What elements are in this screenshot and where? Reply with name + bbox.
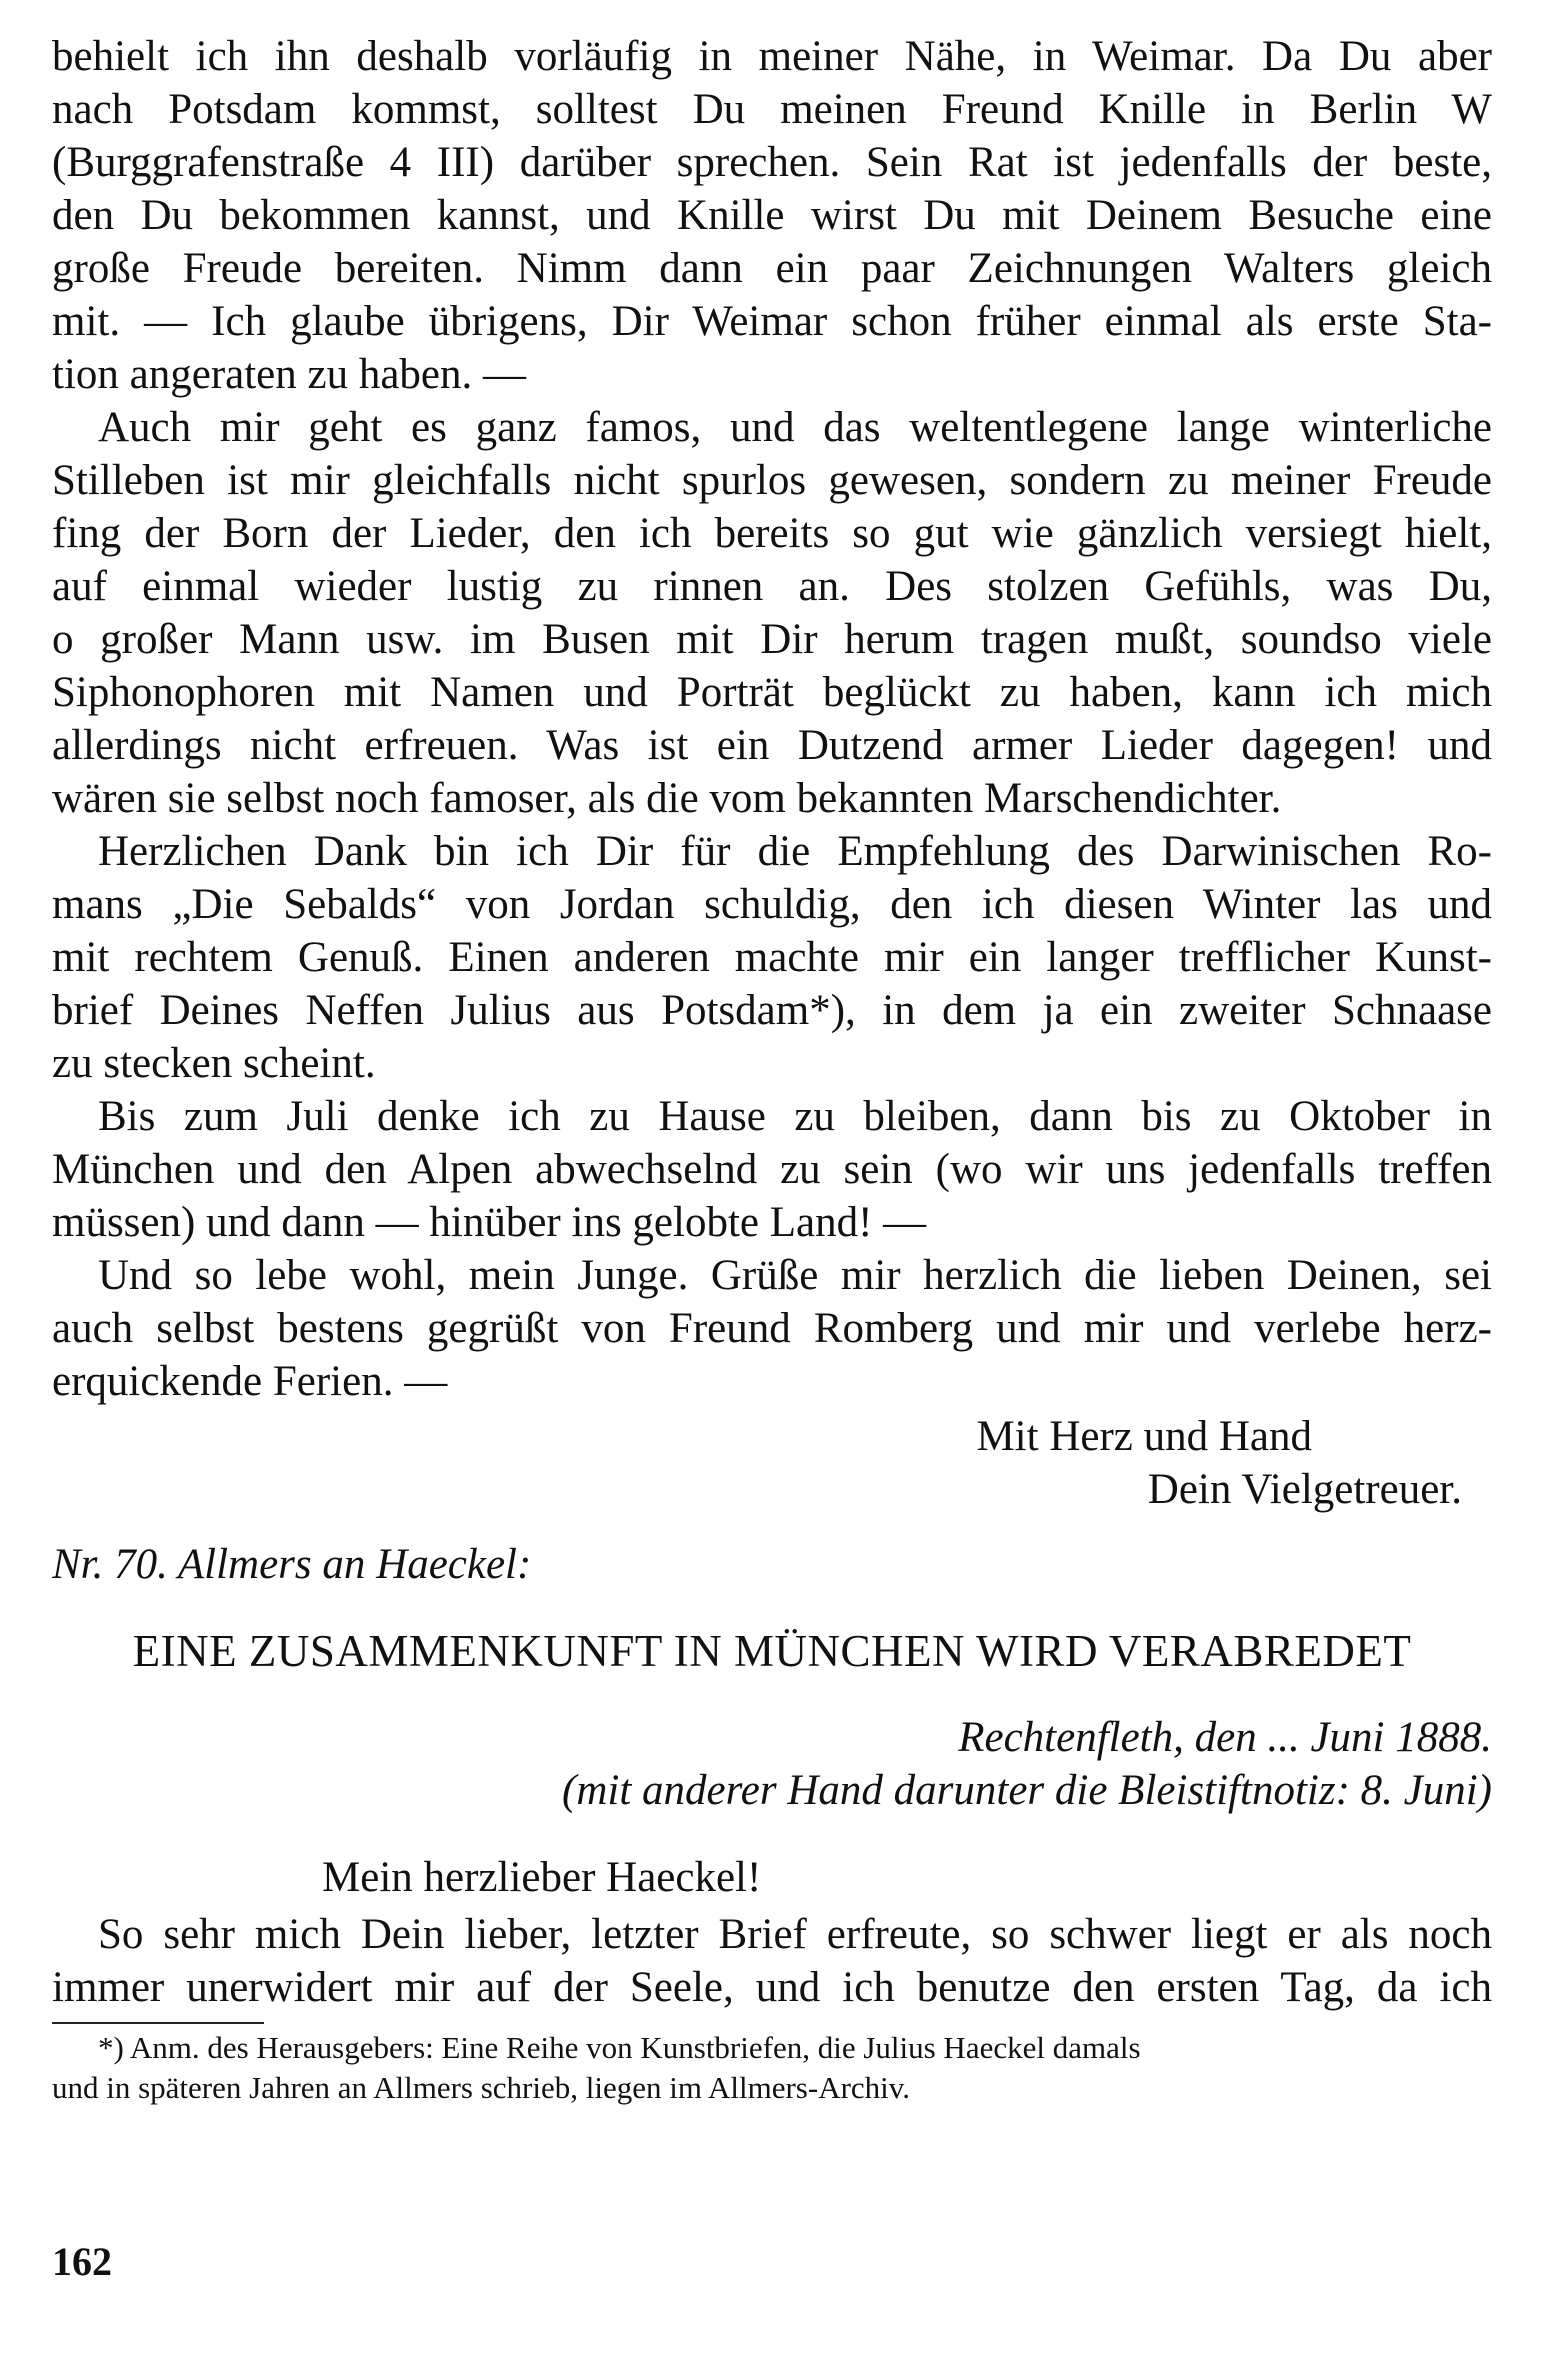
body-line: o großer Mann usw. im Busen mit Dir herum tragen mußt, soundso viele <box>52 616 1492 663</box>
body-line: (Burggrafenstraße 4 III) darüber sprechen. Sein Rat ist jedenfalls der beste, <box>52 139 1492 186</box>
page-number: 162 <box>52 2239 112 2284</box>
footnote-divider <box>52 2022 264 2024</box>
body-line: auch selbst bestens gegrüßt von Freund Romberg und mir und verlebe herz- <box>52 1305 1492 1352</box>
section-title: EINE ZUSAMMENKUNFT IN MÜNCHEN WIRD VERABREDET <box>132 1626 1412 1676</box>
body-line: fing der Born der Lieder, den ich bereits so gut wie gänzlich versiegt hielt, <box>52 510 1492 557</box>
body-line: behielt ich ihn deshalb vorläufig in meiner Nähe, in Weimar. Da Du aber <box>52 33 1492 80</box>
body-line: den Du bekommen kannst, und Knille wirst Du mit Deinem Besuche eine <box>52 192 1492 239</box>
body-line: Stilleben ist mir gleichfalls nicht spurlos gewesen, sondern zu meiner Freude <box>52 457 1492 504</box>
dateline-place-date: Rechtenfleth, den ... Juni 1888. <box>958 1714 1492 1761</box>
body-line: allerdings nicht erfreuen. Was ist ein Dutzend armer Lieder dagegen! und <box>52 722 1492 769</box>
footnote-line: *) Anm. des Herausgebers: Eine Reihe von Kunstbriefen, die Julius Haeckel damals <box>98 2030 1141 2065</box>
body-line: auf einmal wieder lustig zu rinnen an. Des stolzen Gefühls, was Du, <box>52 563 1492 610</box>
letter-body <box>52 30 1492 1408</box>
body-line: mit. — Ich glaube übrigens, Dir Weimar schon früher einmal als erste Sta- <box>52 298 1492 345</box>
body-line: nach Potsdam kommst, solltest Du meinen Freund Knille in Berlin W <box>52 86 1492 133</box>
letter-closing <box>52 1410 1492 1516</box>
letter-text <box>52 1908 1492 2014</box>
body-line: zu stecken scheint. <box>52 1040 376 1087</box>
salutation: Mein herzlieber Haeckel! <box>322 1854 762 1901</box>
body-line: müssen) und dann — hinüber ins gelobte Land! — <box>52 1199 927 1246</box>
body-line: Und so lebe wohl, mein Junge. Grüße mir herzlich die lieben Deinen, sei <box>98 1252 1492 1299</box>
letter-heading: Nr. 70. Allmers an Haeckel: <box>52 1541 532 1588</box>
footnote <box>52 2028 1492 2108</box>
body-line: erquickende Ferien. — <box>52 1358 448 1405</box>
closing-line: Mit Herz und Hand <box>976 1413 1312 1460</box>
body-line: Siphonophoren mit Namen und Porträt beglückt zu haben, kann ich mich <box>52 669 1492 716</box>
body-line: wären sie selbst noch famoser, als die vom bekannten Marschendichter. <box>52 775 1282 822</box>
body-line: tion angeraten zu haben. — <box>52 351 527 398</box>
book-page <box>52 30 1492 2108</box>
letter-line: immer unerwidert mir auf der Seele, und ich benutze den ersten Tag, da ich <box>52 1964 1492 2011</box>
footnote-line: und in späteren Jahren an Allmers schrieb, liegen im Allmers-Archiv. <box>52 2070 911 2105</box>
dateline-note: (mit anderer Hand darunter die Bleistiftnotiz: 8. Juni) <box>562 1767 1492 1814</box>
letter-line: So sehr mich Dein lieber, letzter Brief erfreute, so schwer liegt er als noch <box>98 1911 1492 1958</box>
body-line: brief Deines Neffen Julius aus Potsdam*), in dem ja ein zweiter Schnaase <box>52 987 1492 1034</box>
body-line: Auch mir geht es ganz famos, und das weltentlegene lange winterliche <box>98 404 1492 451</box>
body-line: München und den Alpen abwechselnd zu sein (wo wir uns jedenfalls treffen <box>52 1146 1492 1193</box>
body-line: mit rechtem Genuß. Einen anderen machte mir ein langer trefflicher Kunst- <box>52 934 1492 981</box>
dateline <box>52 1711 1492 1817</box>
body-line: große Freude bereiten. Nimm dann ein paar Zeichnungen Walters gleich <box>52 245 1492 292</box>
body-line: mans „Die Sebalds“ von Jordan schuldig, den ich diesen Winter las und <box>52 881 1492 928</box>
body-line: Herzlichen Dank bin ich Dir für die Empfehlung des Darwinischen Ro- <box>98 828 1492 875</box>
signature-line: Dein Vielgetreuer. <box>1147 1466 1462 1513</box>
body-line: Bis zum Juli denke ich zu Hause zu bleiben, dann bis zu Oktober in <box>98 1093 1492 1140</box>
